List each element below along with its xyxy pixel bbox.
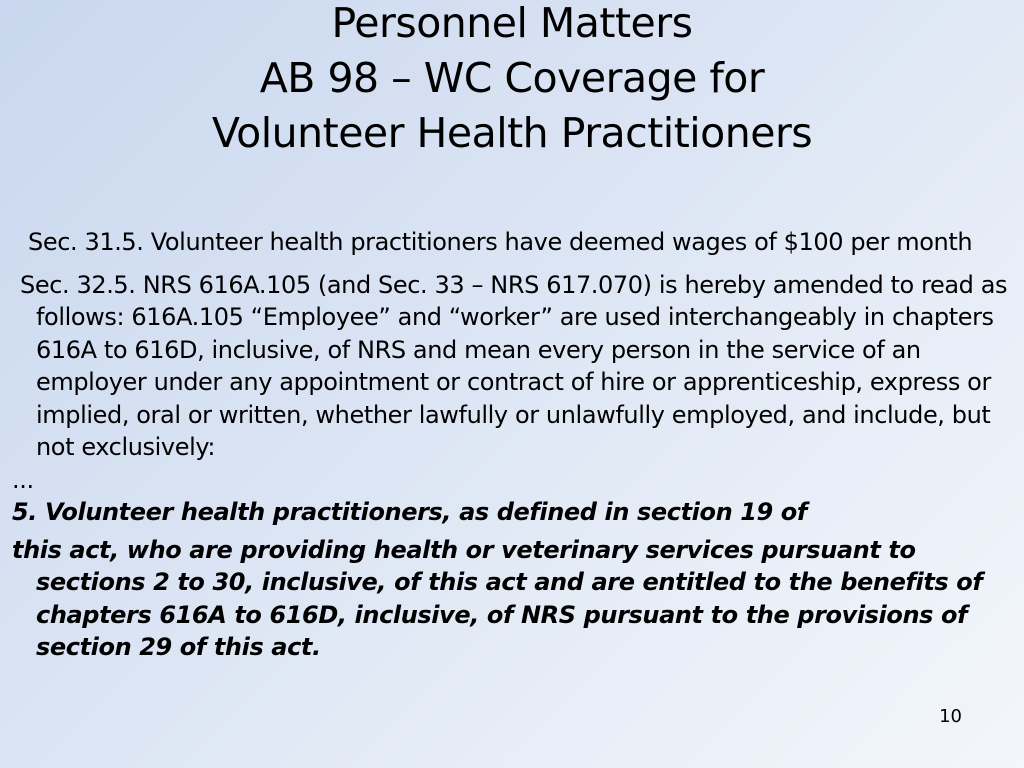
- ellipsis: ...: [12, 465, 34, 494]
- item-5-heading: 5. Volunteer health practitioners, as defined in section 19 of: [12, 498, 807, 526]
- item-5-continuation: this act, who are providing health or veterinary services pursuant to sections 2 to 30, inclusive, of this act and are entitled to the benefits of chapters 616A to 616D, inclusive, of NRS pursuant to the provisions of section 29 of this act.: [12, 535, 983, 661]
- page-number: 10: [939, 706, 962, 727]
- slide-body: [12, 226, 1012, 664]
- slide-title: [0, 0, 1024, 161]
- paragraph-sec-31-5: Sec. 31.5. Volunteer health practitioners have deemed wages of $100 per month: [28, 228, 973, 256]
- title-line-2: AB 98 – WC Coverage for: [259, 54, 765, 102]
- title-line-1: Personnel Matters: [331, 0, 693, 47]
- paragraph-sec-32-5: Sec. 32.5. NRS 616A.105 (and Sec. 33 – NRS 617.070) is hereby amended to read as follows: 616A.105 “Employee” and “worker” are used interchangeably in chapters 616A to 616D, inclusive, of NRS and mean every person in the service of an employer under any appointment or contract of hire or apprenticeship, express or implied, oral or written, whether lawfully or unlawfully employed, and include, but not exclusively:: [20, 270, 1008, 461]
- title-line-3: Volunteer Health Practitioners: [211, 109, 813, 157]
